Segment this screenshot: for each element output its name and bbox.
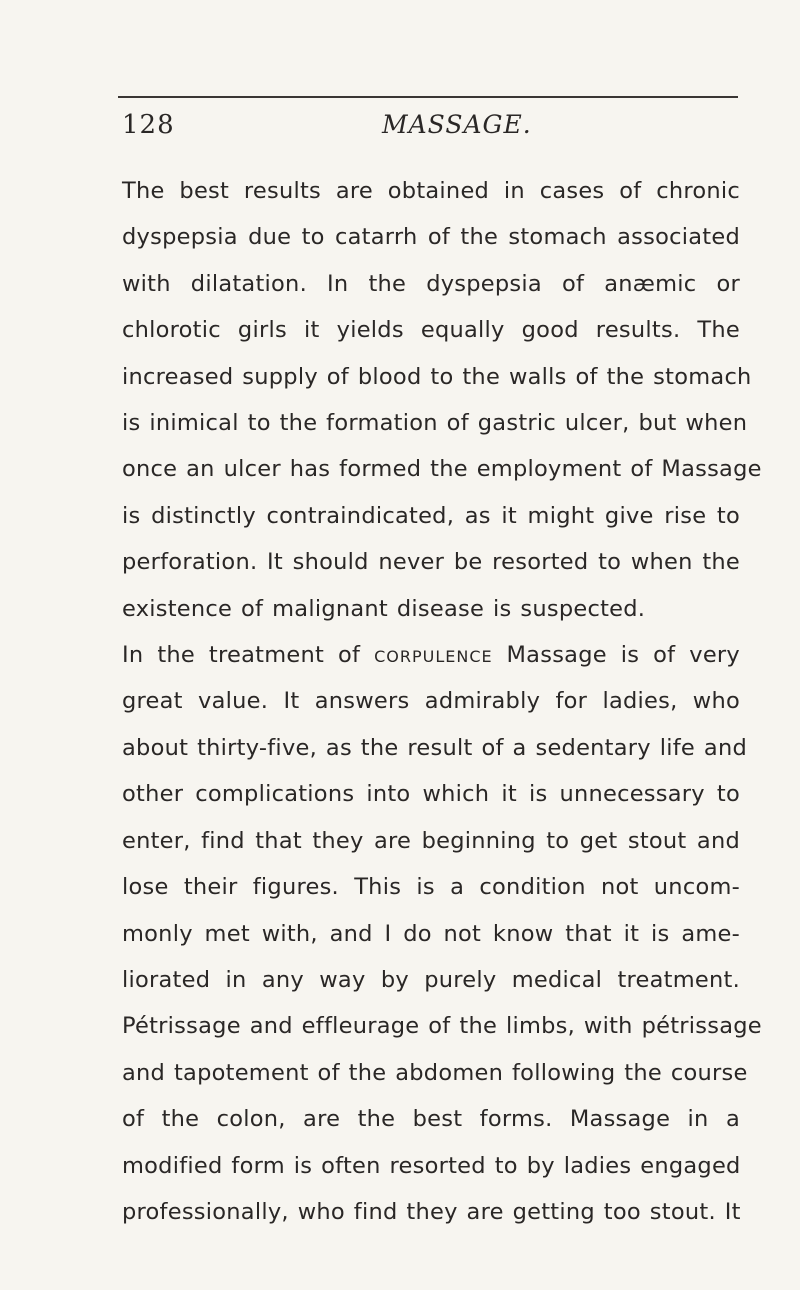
text-line: once an ulcer has formed the employment of Massage [122, 456, 762, 483]
text-line: is inimical to the formation of gastric ulcer, but when [122, 410, 748, 437]
text-line: about thirty-five, as the result of a sedentary life and [122, 734, 748, 761]
text-line: other complications into which it is unnecessary to [122, 781, 740, 808]
text-line: enter, find that they are beginning to get stout and [122, 827, 740, 854]
text-line: perforation. It should never be resorted to when the [122, 549, 740, 576]
text-line: great value. It answers admirably for ladies, who [122, 688, 740, 715]
text-line: monly met with, and I do not know that it is ame- [122, 920, 740, 947]
text-line: with dilatation. In the dyspepsia of anæmic or [122, 270, 740, 297]
header-rule [118, 96, 738, 98]
text-line: Pétrissage and effleurage of the limbs, with pétrissage [122, 1013, 762, 1040]
text-line: is distinctly contraindicated, as it might give rise to [122, 502, 740, 529]
page-number: 128 [122, 110, 175, 140]
lead-text: In the treatment of [122, 642, 375, 669]
lead-text-rest: Massage is of very [492, 642, 740, 669]
text-line: chlorotic girls it yields equally good results. The [122, 317, 740, 344]
text-line: modified form is often resorted to by ladies engaged [122, 1152, 741, 1179]
text-line: lose their figures. This is a condition not uncom- [122, 874, 740, 901]
text-line: liorated in any way by purely medical treatment. [122, 966, 740, 993]
smallcaps-term: corpulence [374, 642, 493, 669]
text-line: and tapotement of the abdomen following the course [122, 1059, 748, 1086]
text-line: of the colon, are the best forms. Massage in a [122, 1106, 740, 1133]
text-line: dyspepsia due to catarrh of the stomach associated [122, 224, 740, 251]
body-text [122, 168, 762, 1235]
text-line: The best results are obtained in cases of chronic [122, 178, 740, 204]
running-head: MASSAGE. [382, 110, 532, 139]
text-line: professionally, who find they are getting too stout. It [122, 1198, 741, 1225]
paragraph-lead-line [122, 632, 740, 678]
page-header [100, 110, 760, 150]
text-line: existence of malignant disease is suspected. [122, 595, 646, 622]
text-line: increased supply of blood to the walls of the stomach [122, 363, 752, 390]
